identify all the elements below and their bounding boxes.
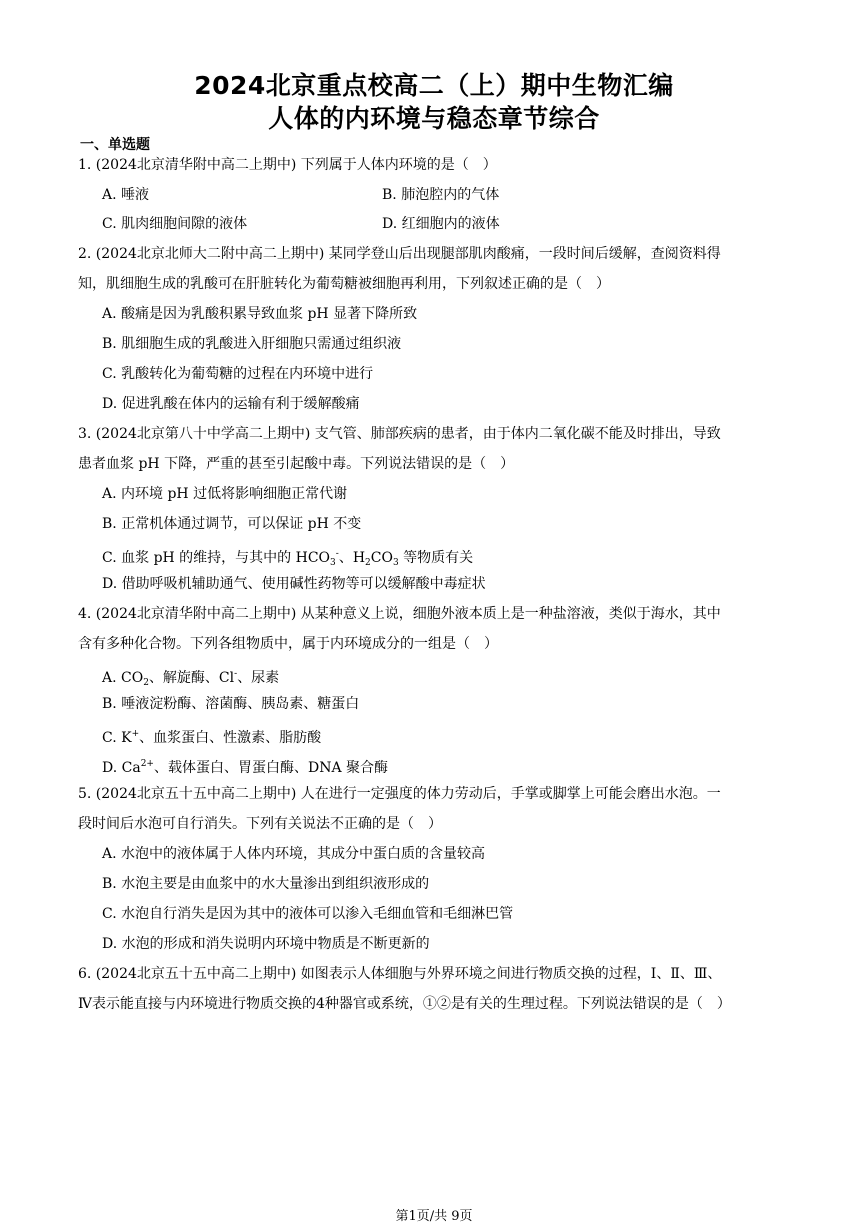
q2-option-b: B. 肌细胞生成的乳酸进入肝细胞只需通过组织液 — [102, 336, 402, 352]
q3-option-c: C. 血浆 pH 的维持，与其中的 $HCO_3^-$、$H_2CO_3$ 等物质有关 — [102, 549, 474, 568]
question-4-stem: 4. (2024北京清华附中高二上期中) 从某种意义上说，细胞外液本质上是一种盐溶液，类似于海水，其中 — [78, 606, 721, 622]
q3-option-d: D. 借助呼吸机辅助通气、使用碱性药物等可以缓解酸中毒症状 — [102, 576, 486, 592]
question-3-stem-cont: 患者血浆 pH 下降，严重的甚至引起酸中毒。下列说法错误的是（ ） — [78, 456, 515, 472]
q5-option-b: B. 水泡主要是由血浆中的水大量渗出到组织液形成的 — [102, 876, 430, 892]
q1-option-c: C. 肌肉细胞间隙的液体 — [102, 216, 248, 232]
question-2-stem-cont: 知，肌细胞生成的乳酸可在肝脏转化为葡萄糖被细胞再利用，下列叙述正确的是（ ） — [78, 276, 610, 292]
q2-option-d: D. 促进乳酸在体内的运输有利于缓解酸痛 — [102, 396, 360, 412]
question-5-stem: 5. (2024北京五十五中高二上期中) 人在进行一定强度的体力劳动后，手掌或脚掌上可能会磨出水泡。一 — [78, 786, 721, 802]
question-5-stem-cont: 段时间后水泡可自行消失。下列有关说法不正确的是（ ） — [78, 816, 442, 832]
q4-option-d: D. $Ca^{2+}$、载体蛋白、胃蛋白酶、DNA 聚合酶 — [102, 759, 389, 776]
q5-option-c: C. 水泡自行消失是因为其中的液体可以渗入毛细血管和毛细淋巴管 — [102, 906, 514, 922]
q4-option-c: C. K+、血浆蛋白、性激素、脂肪酸 — [102, 729, 322, 746]
q4-option-a: A. $CO_2$、解旋酶、Cl-、尿素 — [102, 669, 280, 688]
document-title: 2024北京重点校高二（上）期中生物汇编 — [194, 71, 674, 100]
q5-option-a: A. 水泡中的液体属于人体内环境，其成分中蛋白质的含量较高 — [102, 846, 486, 862]
question-6-stem: 6. (2024北京五十五中高二上期中) 如图表示人体细胞与外界环境之间进行物质交换的过程，Ⅰ、Ⅱ、Ⅲ、 — [78, 966, 722, 982]
page-footer: 第1页/共 9页 — [395, 1209, 473, 1224]
question-3-stem: 3. (2024北京第八十中学高二上期中) 支气管、肺部疾病的患者，由于体内二氧化碳不能及时排出，导致 — [78, 426, 721, 442]
q3-option-a: A. 内环境 pH 过低将影响细胞正常代谢 — [102, 486, 348, 502]
section-heading: 一、单选题 — [80, 137, 150, 153]
question-2-stem: 2. (2024北京北师大二附中高二上期中) 某同学登山后出现腿部肌肉酸痛，一段时间后缓解，查阅资料得 — [78, 246, 721, 262]
q5-option-d: D. 水泡的形成和消失说明内环境中物质是不断更新的 — [102, 936, 430, 952]
question-6-stem-cont: Ⅳ表示能直接与内环境进行物质交换的4种器官或系统，①②是有关的生理过程。下列说法错误的是（ ） — [78, 996, 731, 1012]
q1-option-a: A. 唾液 — [102, 187, 150, 203]
question-1-stem: 1. (2024北京清华附中高二上期中) 下列属于人体内环境的是（ ） — [78, 157, 497, 173]
q2-option-a: A. 酸痛是因为乳酸积累导致血浆 pH 显著下降所致 — [102, 306, 418, 322]
q1-option-b: B. 肺泡腔内的气体 — [382, 187, 500, 203]
question-4-stem-cont: 含有多种化合物。下列各组物质中，属于内环境成分的一组是（ ） — [78, 636, 498, 652]
q3-option-b: B. 正常机体通过调节，可以保证 pH 不变 — [102, 516, 362, 532]
document-subtitle: 人体的内环境与稳态章节综合 — [268, 104, 600, 133]
q1-option-d: D. 红细胞内的液体 — [382, 216, 500, 232]
q4-option-b: B. 唾液淀粉酶、溶菌酶、胰岛素、糖蛋白 — [102, 696, 360, 712]
q2-option-c: C. 乳酸转化为葡萄糖的过程在内环境中进行 — [102, 366, 374, 382]
